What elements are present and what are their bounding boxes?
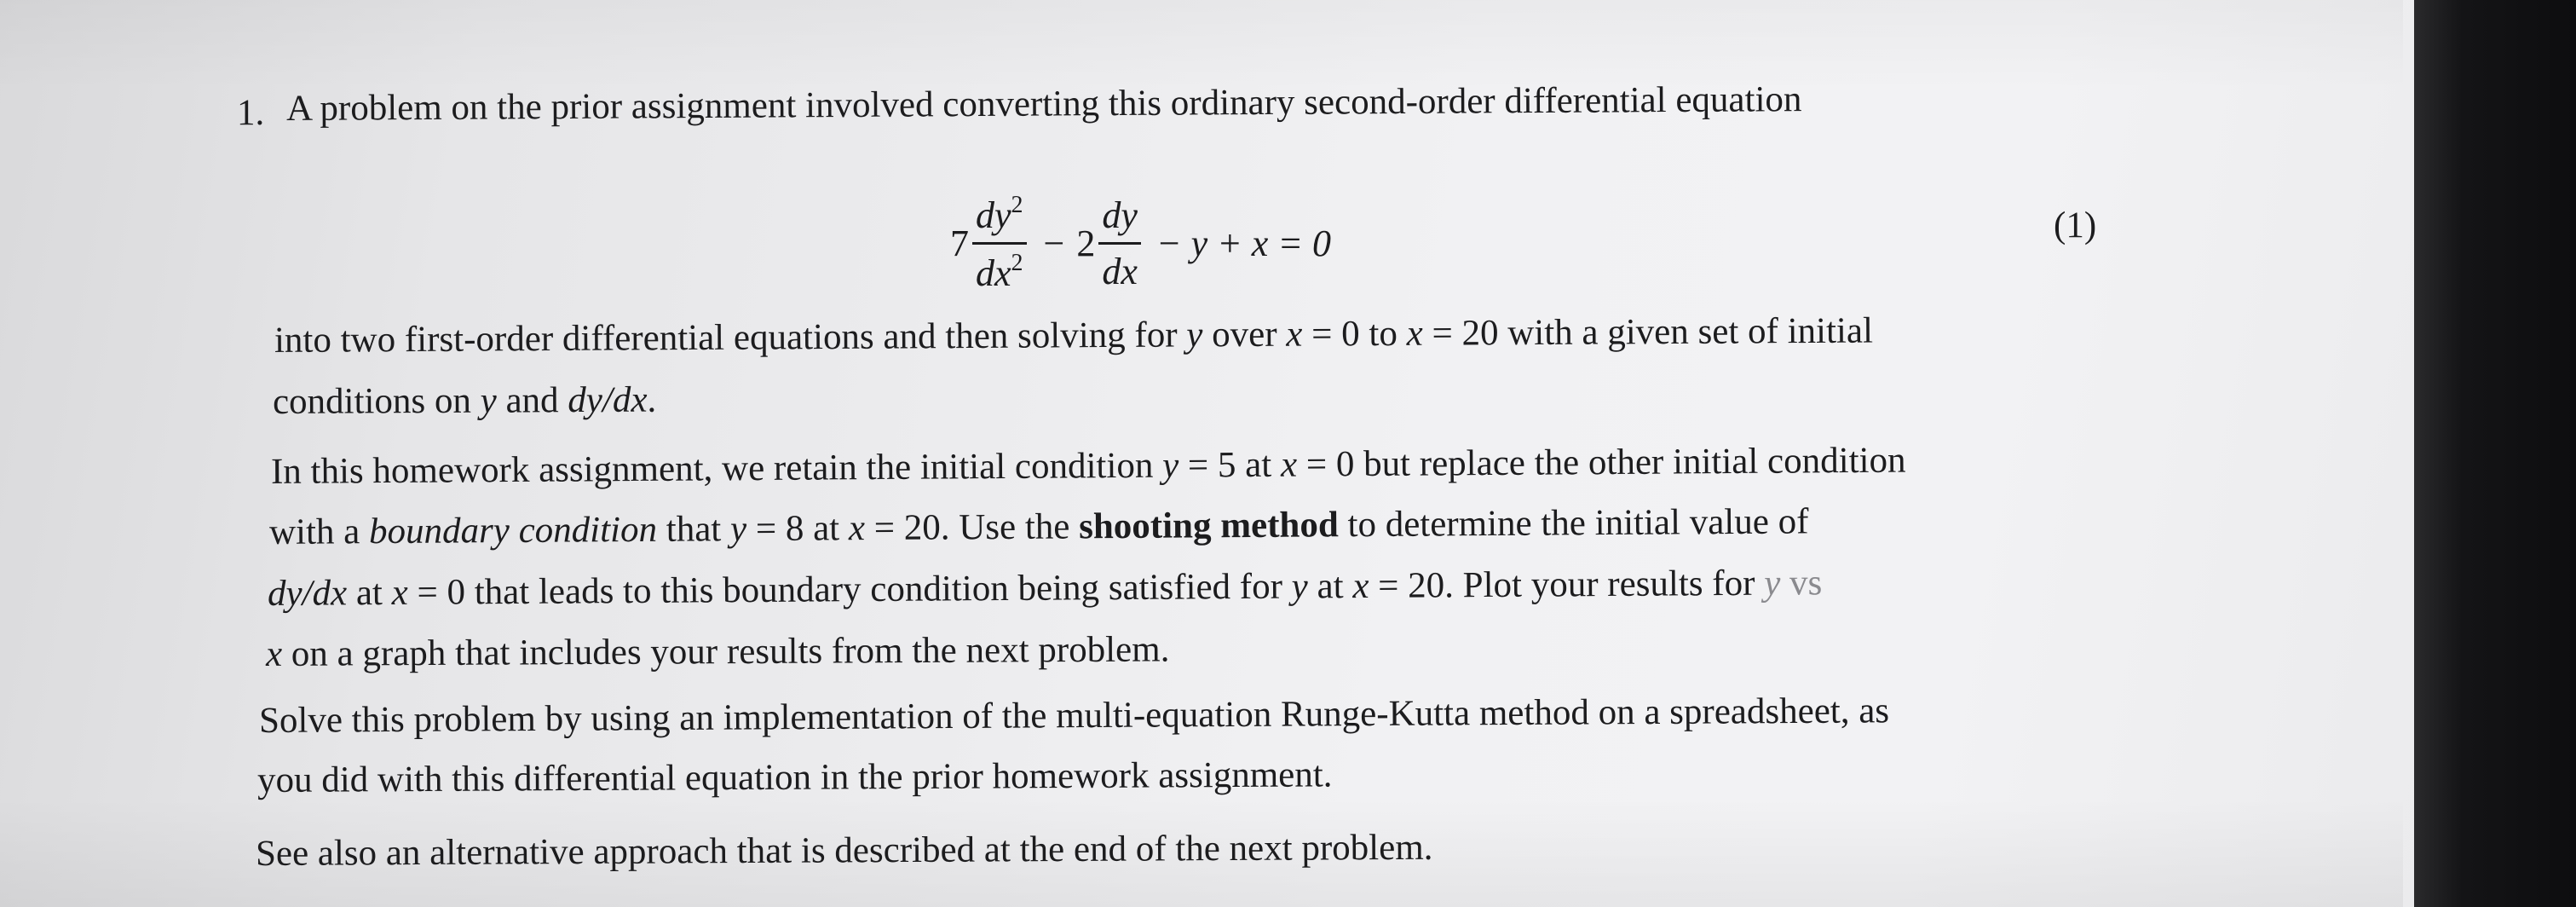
problem-intro: A problem on the prior assignment involved converting this ordinary second-order differential equation [285, 79, 1802, 129]
para1-line1: into two first-order differential equations and then solving for y over x = 0 to x = 20 with a given set of initial [274, 310, 1874, 361]
para4-line1: See also an alternative approach that is described at the end of the next problem. [255, 827, 1433, 874]
second-derivative-fraction: $\frac{dy^2}{dx^2}$ [972, 192, 1027, 295]
para2-line4: x on a graph that includes your results from the next problem. [265, 629, 1170, 674]
para3-line1: Solve this problem by using an implementation of the multi-equation Runge-Kutta method on a spreadsheet, as [258, 690, 1890, 741]
differential-equation: 7 $\frac{dy^2}{dx^2}$ − 2 $\frac{dy}{dx}$ − y + x = 0 [950, 192, 1332, 294]
para2-line3: dy/dx at x = 0 that leads to this boundary condition being satisfied for y at x = 20. Plot your results for y vs [267, 563, 1823, 614]
para2-line2: with a boundary condition that y = 8 at x = 20. Use the shooting method to determine the initial value of [268, 501, 1809, 552]
first-derivative-fraction: $\frac{dy}{dx}$ [1098, 194, 1141, 293]
para3-line2: you did with this differential equation in the prior homework assignment. [256, 754, 1333, 800]
equation-label: (1) [2054, 205, 2097, 246]
para2-line1: In this homework assignment, we retain the initial condition y = 5 at x = 0 but replace the other initial condition [270, 440, 1906, 492]
screen-bezel-edge [2414, 0, 2576, 907]
problem-number: 1. [237, 93, 265, 133]
para1-line2: conditions on y and dy/dx. [272, 379, 657, 422]
